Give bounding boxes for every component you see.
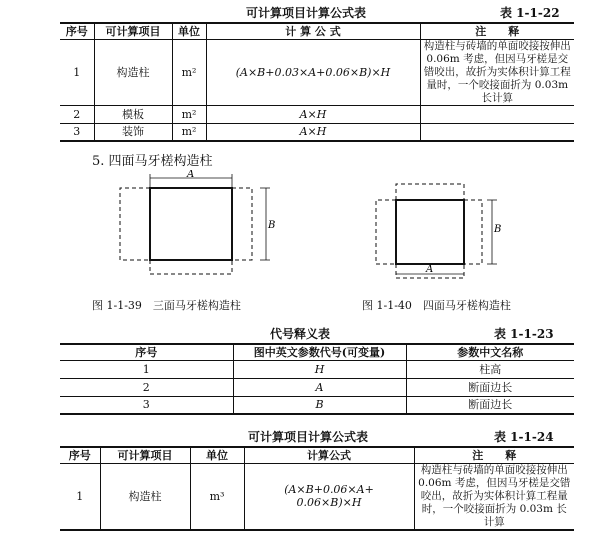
figure1-label-b: B	[268, 220, 276, 231]
table1-row3-note	[420, 123, 574, 141]
table1-row2-unit: m²	[172, 105, 206, 123]
table1-header-item: 可计算项目	[94, 23, 172, 39]
table-row	[60, 105, 574, 123]
table3-row1-note: 构造柱与砖墙的单面咬接按伸出 0.06m 考虑，但因马牙槎是交错咬出，故折为实体积计算工程量时，一个咬接面折为 0.03m 长计算	[414, 463, 574, 530]
table3-number: 表 1-1-24	[494, 430, 554, 444]
figure2-label-b: B	[494, 224, 502, 235]
table1-header-unit: 单位	[172, 23, 206, 39]
column-section	[396, 200, 464, 264]
table2-header-name: 参数中文名称	[406, 344, 574, 360]
table-row	[60, 360, 574, 378]
table1-row1-formula: (A×B+0.03×A+0.06×B)×H	[206, 39, 420, 105]
table1-header-row	[60, 23, 574, 39]
table1-row3-no: 3	[60, 123, 94, 141]
table2-row3-name: 断面边长	[406, 396, 574, 414]
table1-row3-formula: A×H	[206, 123, 420, 141]
table2-header-no: 序号	[60, 344, 233, 360]
tooth-top	[396, 184, 464, 200]
table1-header-note: 注 释	[420, 23, 574, 39]
table2-row2-no: 2	[60, 378, 233, 396]
column-section	[150, 188, 232, 260]
table1-row1-item: 构造柱	[94, 39, 172, 105]
table3-header-unit: 单位	[190, 447, 244, 463]
figure2-caption: 图 1-1-40 四面马牙槎构造柱	[362, 299, 511, 312]
table1-row2-note	[420, 105, 574, 123]
table2-row1-code: H	[233, 360, 406, 378]
table1-row1-unit: m²	[172, 39, 206, 105]
table3-row1-no: 1	[60, 463, 100, 530]
table2-row2-code: A	[233, 378, 406, 396]
table2-row3-code: B	[233, 396, 406, 414]
table1-row2-item: 模板	[94, 105, 172, 123]
table3	[60, 446, 574, 531]
table1-row3-unit: m²	[172, 123, 206, 141]
figure-four-sided-column	[370, 178, 510, 288]
table1-row2-no: 2	[60, 105, 94, 123]
table1-title: 可计算项目计算公式表	[246, 6, 367, 20]
table1-header-no: 序号	[60, 23, 94, 39]
table3-formula-line2: 0.06×B)×H	[296, 496, 362, 509]
tooth-left	[376, 200, 396, 264]
figure2-label-a: A	[426, 264, 434, 275]
table2-title: 代号释义表	[270, 327, 331, 341]
table2-row1-name: 柱高	[406, 360, 574, 378]
table-row	[60, 39, 574, 105]
table1-row1-no: 1	[60, 39, 94, 105]
table3-header-row	[60, 447, 574, 463]
table1-number: 表 1-1-22	[500, 6, 560, 20]
table3-row1-formula	[244, 463, 414, 530]
table3-header-item: 可计算项目	[100, 447, 190, 463]
table-row	[60, 123, 574, 141]
table-row	[60, 396, 574, 414]
table3-formula-line1: (A×B+0.06×A+	[284, 483, 374, 496]
table-row	[60, 463, 574, 530]
table2-number: 表 1-1-23	[494, 327, 554, 341]
table1-row1-note: 构造柱与砖墙的单面咬接按伸出 0.06m 考虑，但因马牙槎是交错咬出，故折为实体积计算工程量时，一个咬接面折为 0.03m 长计算	[420, 39, 574, 105]
table2-row2-name: 断面边长	[406, 378, 574, 396]
table1	[60, 22, 574, 142]
tooth-bottom	[150, 260, 232, 274]
table3-row1-unit: m³	[190, 463, 244, 530]
table3-header-formula: 计算公式	[244, 447, 414, 463]
table1-header-formula: 计 算 公 式	[206, 23, 420, 39]
table2-header-code: 图中英文参数代号(可变量)	[233, 344, 406, 360]
figure1-label-a: A	[187, 170, 195, 180]
tooth-left	[120, 188, 150, 260]
figure-three-sided-column	[110, 170, 280, 290]
section-heading: 5. 四面马牙槎构造柱	[92, 154, 213, 169]
table1-row2-formula: A×H	[206, 105, 420, 123]
table1-row3-item: 装饰	[94, 123, 172, 141]
table-row	[60, 378, 574, 396]
tooth-right	[232, 188, 252, 260]
table3-header-note: 注 释	[414, 447, 574, 463]
table3-title: 可计算项目计算公式表	[248, 430, 369, 444]
tooth-right	[464, 200, 482, 264]
table2-header-row	[60, 344, 574, 360]
table2	[60, 343, 574, 415]
table3-header-no: 序号	[60, 447, 100, 463]
table3-row1-item: 构造柱	[100, 463, 190, 530]
table2-row1-no: 1	[60, 360, 233, 378]
figure1-caption: 图 1-1-39 三面马牙槎构造柱	[92, 299, 241, 312]
table2-row3-no: 3	[60, 396, 233, 414]
